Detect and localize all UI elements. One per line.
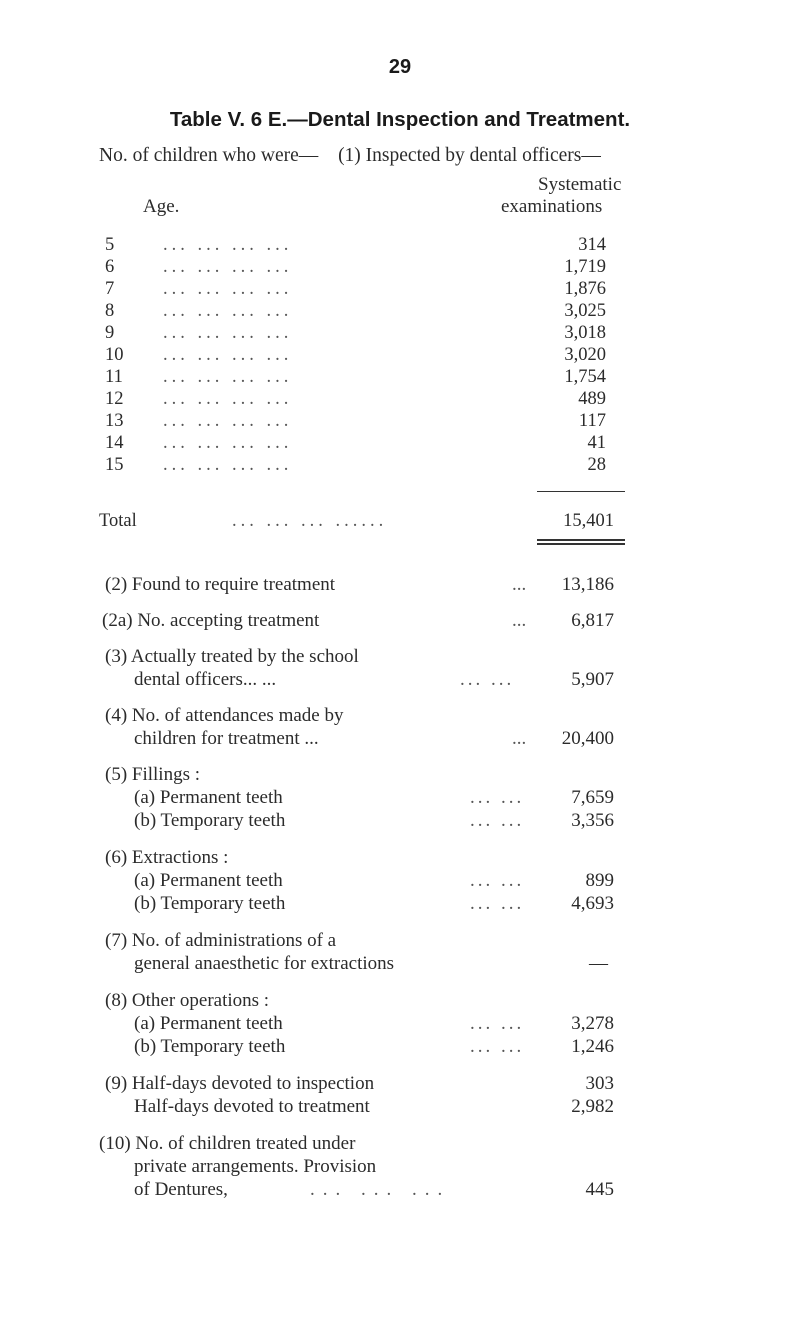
value-cell: 1,754 — [564, 367, 606, 387]
item-7-line1: (7) No. of administrations of a — [105, 930, 337, 951]
leader-dots: ... ... ... ... — [163, 235, 293, 255]
value-cell: 489 — [578, 389, 606, 409]
item-label: (2) Found to require treatment — [105, 574, 336, 595]
age-row — [0, 235, 800, 257]
total-row — [0, 511, 800, 533]
intro-line — [99, 145, 601, 167]
leader-dots: ... ... — [470, 1036, 525, 1057]
age-row — [0, 367, 800, 389]
item-label: (2a) No. accepting treatment — [102, 610, 320, 631]
age-cell: 14 — [105, 433, 124, 453]
item-label: (b) Temporary teeth — [134, 810, 286, 831]
leader-dots: ... ... — [470, 787, 525, 808]
item-value: — — [589, 953, 608, 974]
item-value: 2,982 — [571, 1096, 614, 1117]
leader-dots: ... ... — [470, 1013, 525, 1034]
age-cell: 13 — [105, 411, 124, 431]
age-cell: 7 — [105, 279, 115, 299]
age-cell: 11 — [105, 367, 123, 387]
item-5-heading: (5) Fillings : — [105, 764, 201, 785]
item-label-line2: general anaesthetic for extractions — [134, 953, 395, 974]
item-value: 303 — [585, 1073, 614, 1094]
age-header: Age. — [143, 196, 180, 217]
age-row — [0, 279, 800, 301]
value-cell: 3,025 — [564, 301, 606, 321]
leader-dots: ... ... ... ... — [163, 301, 293, 321]
item-6-heading: (6) Extractions : — [105, 847, 229, 868]
age-row — [0, 389, 800, 411]
column-header-line1: Systematic — [538, 174, 622, 195]
leader-dots: ... ... — [460, 669, 515, 690]
item-10-line1: (10) No. of children treated under — [99, 1133, 356, 1154]
value-cell: 1,719 — [564, 257, 606, 277]
leader-dots: ... ... ... ... — [163, 279, 293, 299]
item-value: 4,693 — [571, 893, 614, 914]
leader-dots: ... ... ... — [310, 1179, 451, 1200]
age-cell: 6 — [105, 257, 115, 277]
age-cell: 9 — [105, 323, 115, 343]
age-row — [0, 433, 800, 455]
item-value: 445 — [585, 1179, 614, 1200]
leader-dots: ... ... — [470, 870, 525, 891]
leader-dots: ... ... ... ... — [163, 257, 293, 277]
value-cell: 314 — [578, 235, 606, 255]
total-double-rule-top — [537, 539, 625, 541]
item-value: 20,400 — [561, 728, 614, 749]
item-label-line2: dental officers... ... — [134, 669, 277, 690]
subtotal-rule — [537, 491, 625, 492]
item-label: (b) Temporary teeth — [134, 893, 286, 914]
leader-dots: ... ... ... ... — [163, 345, 293, 365]
item-label-line1: (4) No. of attendances made by — [105, 705, 344, 726]
item-10-line2: private arrangements. Provision — [134, 1156, 377, 1177]
age-cell: 10 — [105, 345, 124, 365]
age-cell: 8 — [105, 301, 115, 321]
leader-dots: ... — [512, 728, 527, 749]
item-label: (a) Permanent teeth — [134, 1013, 283, 1034]
value-cell: 3,018 — [564, 323, 606, 343]
age-row — [0, 257, 800, 279]
leader-dots: ... ... — [470, 893, 525, 914]
leader-dots: ... ... ... ... — [163, 455, 293, 475]
age-cell: 12 — [105, 389, 124, 409]
item-value: 1,246 — [571, 1036, 614, 1057]
item-value: 6,817 — [571, 610, 614, 631]
value-cell: 28 — [587, 455, 606, 475]
intro-left: No. of children who were— — [99, 145, 319, 166]
item-value: 3,278 — [571, 1013, 614, 1034]
total-value: 15,401 — [563, 511, 614, 531]
column-header-line2: examinations — [501, 196, 603, 217]
item-8-heading: (8) Other operations : — [105, 990, 270, 1011]
item-label-line1: (9) Half-days devoted to inspection — [105, 1073, 375, 1094]
age-row — [0, 411, 800, 433]
age-row — [0, 455, 800, 477]
item-value: 899 — [585, 870, 614, 891]
age-cell: 5 — [105, 235, 115, 255]
item-label: (a) Permanent teeth — [134, 870, 283, 891]
item-label: (b) Temporary teeth — [134, 1036, 286, 1057]
total-label: Total — [99, 511, 137, 531]
item-label-line3: of Dentures, — [134, 1179, 228, 1200]
leader-dots: ... ... ... ... — [163, 323, 293, 343]
leader-dots: ... — [512, 574, 527, 595]
item-label-line1: (3) Actually treated by the school — [105, 646, 359, 667]
item-label-line2: Half-days devoted to treatment — [134, 1096, 370, 1117]
table-title: Table V. 6 E.—Dental Inspection and Treatment. — [169, 108, 631, 131]
value-cell: 1,876 — [564, 279, 606, 299]
item-value: 13,186 — [561, 574, 614, 595]
leader-dots: ... ... — [470, 810, 525, 831]
leader-dots: ... ... ... ... — [163, 411, 293, 431]
item-value: 5,907 — [571, 669, 614, 690]
leader-dots: ... — [512, 610, 527, 631]
leader-dots: ... ... ... ...... — [232, 511, 388, 531]
item-value: 3,356 — [571, 810, 614, 831]
leader-dots: ... ... ... ... — [163, 389, 293, 409]
total-double-rule-bottom — [537, 543, 625, 545]
value-cell: 3,020 — [564, 345, 606, 365]
page-number: 29 — [388, 56, 412, 78]
age-row — [0, 323, 800, 345]
item-value: 7,659 — [571, 787, 614, 808]
item-label: (a) Permanent teeth — [134, 787, 283, 808]
age-row — [0, 301, 800, 323]
value-cell: 117 — [578, 411, 606, 431]
age-row — [0, 345, 800, 367]
value-cell: 41 — [587, 433, 606, 453]
age-cell: 15 — [105, 455, 124, 475]
intro-right: (1) Inspected by dental officers— — [338, 145, 601, 166]
item-label-line2: children for treatment ... — [134, 728, 319, 749]
leader-dots: ... ... ... ... — [163, 367, 293, 387]
leader-dots: ... ... ... ... — [163, 433, 293, 453]
